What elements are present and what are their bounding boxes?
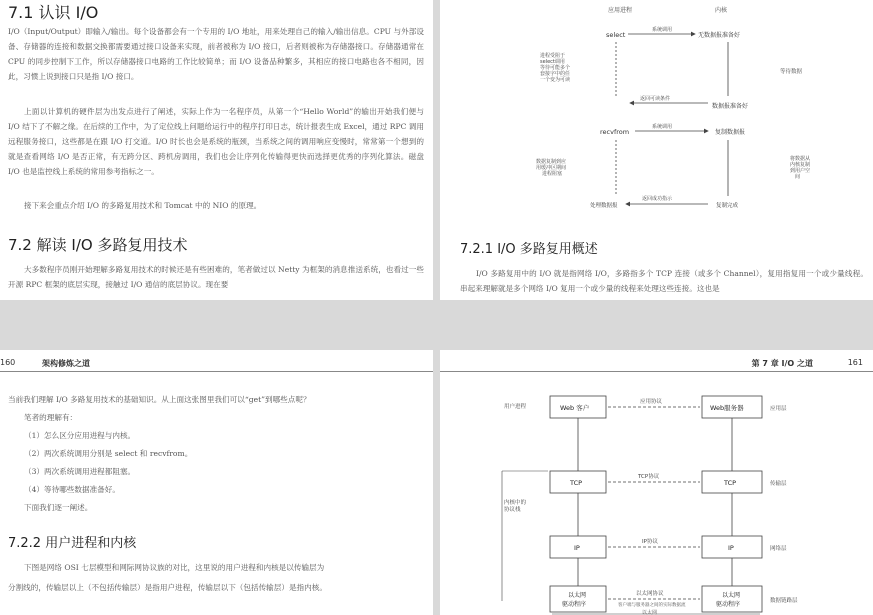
layer-app: 应用层 [770, 406, 787, 412]
paragraph-io-next: 接下来会重点介绍 I/O 的多路复用技术和 Tomcat 中的 NIO 的原理。 [24, 201, 262, 210]
diagram-col-kernel: 内核 [715, 7, 728, 14]
book-title: 架构修炼之道 [42, 359, 90, 368]
box-tcp-right: TCP [724, 479, 737, 487]
proto-ip: IP协议 [642, 539, 658, 545]
box-web-server: Web服务器 [710, 404, 744, 412]
diagram-no-data: 无数据报准备好 [698, 32, 741, 39]
label-kernel-stack [504, 498, 527, 513]
svg-text:用缓冲区期间: 用缓冲区期间 [536, 165, 567, 171]
svg-text:进程受阻于: 进程受阻于 [540, 53, 566, 59]
svg-text:间: 间 [795, 174, 801, 180]
diagram-return-ok: 返回成功指示 [642, 196, 673, 202]
proto-tcp: TCP协议 [638, 474, 660, 480]
svg-text:内核复制: 内核复制 [790, 162, 811, 168]
io-multiplex-diagram [440, 0, 873, 225]
paragraph-multiplex-overview: I/O 多路复用中的 I/O 就是指网络 I/O，多路指多个 TCP 连接（或多个 Channel），复用指复用一个或少量线程。串起来理解就是多个网络 I/O 复用一个或少量的线程来处理这些连接。这也是 [460, 269, 868, 293]
diagram-col-app: 应用进程 [608, 7, 633, 14]
list-item-3: （3）两次系统调用进程都阻塞。 [24, 467, 136, 476]
page-top-right [440, 0, 873, 300]
diagram-select: select [606, 31, 626, 39]
section-heading-7-2: 7.2 解读 I/O 多路复用技术 [8, 236, 188, 254]
chapter-heading: 7.1 认识 I/O [8, 3, 99, 22]
svg-text:协议栈: 协议栈 [504, 507, 521, 513]
box-ip-left: IP [574, 544, 580, 552]
svg-text:以太网: 以太网 [568, 592, 587, 599]
page-header-right [440, 350, 873, 372]
diagram-wait-data: 等待数据 [780, 69, 803, 75]
diagram-copy-data: 复制数据报 [715, 129, 746, 136]
svg-text:以太网: 以太网 [722, 592, 741, 599]
diagram-recvfrom: recvfrom [600, 128, 630, 136]
paragraph-io-programmer: 上面以计算机的硬件层为出发点进行了阐述，实际上作为一名程序员，从第一个“Hello World”的输出开始我们便与 I/O 结下了不解之缘。在后续的工作中，为了定位线上问题给运行中的程序打印日志，统计报表生成 Excel，通过 RPC 调用远程服务接口，这些都是在跟 I/O 打交道。I/O 时长也会是系统的瓶颈，当系统之间的调用响应变慢时，常常第一个想到的就是查看网络 I/O 是否正常，有无跨分区、跨机房调用，我们也会让序列化传输得更快而选择更优秀的序列化算法。磁盘 I/O 也是监控线上系统的常用参考指标之一。 [8, 107, 424, 176]
list-item-4: （4）等待哪些数据准备好。 [24, 485, 120, 494]
svg-text:select调用: select调用 [540, 59, 565, 65]
text-line-1: 当前我们理解 I/O 多路复用技术的基础知识。从上面这张图里我们可以“get”到哪些点呢？ [8, 395, 311, 404]
proto-app: 应用协议 [640, 399, 663, 405]
label-user-process: 用户进程 [504, 404, 527, 410]
box-web-client: Web 客户 [560, 404, 590, 412]
page-number: 161 [847, 358, 863, 367]
section-heading-7-2-2: 7.2.2 用户进程和内核 [8, 536, 137, 551]
svg-text:驱动程序: 驱动程序 [562, 601, 587, 608]
page-number: 160 [0, 358, 16, 367]
section-heading-7-2-1: 7.2.1 I/O 多路复用概述 [460, 242, 598, 257]
svg-text:等待可能多个: 等待可能多个 [540, 65, 571, 71]
text-line-2: 笔者的理解有： [24, 413, 78, 422]
paragraph-io-intro: I/O（Input/Output）即输入/输出。每个设备都会有一个专用的 I/O 地址，用来处理自己的输入/输出信息。CPU 与外部设备、存储器的连接和数据交换都需要通过接口设备来实现，前者被称为 I/O 接口，后者则被称为存储器接口。存储器通常在 CPU 的同步控制下工作，所以存储器接口电路的工作比较简单；而 I/O 设备品种繁多，其相应的接口电路也各不相同，因此，习惯上说到接口只是指 I/O 接口。 [8, 27, 424, 81]
diagram-copy-note [536, 158, 566, 177]
svg-text:到用户空: 到用户空 [790, 168, 811, 174]
svg-text:套接字中的任: 套接字中的任 [540, 71, 571, 77]
svg-text:数据复制到应: 数据复制到应 [536, 159, 567, 165]
paragraph-user-kernel-2: 分割线的，传输层以上（不包括传输层）是指用户进程，传输层以下（包括传输层）是指内核。 [8, 583, 327, 592]
list-item-2: （2）两次系统调用分别是 select 和 recvfrom。 [24, 449, 193, 458]
layer-transport: 传输层 [770, 481, 787, 487]
text-line-next: 下面我们逐一阐述。 [24, 503, 93, 512]
osi-tcpip-diagram [440, 376, 873, 615]
svg-text:进程阻塞: 进程阻塞 [542, 171, 563, 177]
svg-text:驱动程序: 驱动程序 [716, 601, 741, 608]
diagram-data-ready: 数据报准备好 [712, 103, 749, 110]
label-ethernet: 以太网 [642, 610, 658, 615]
page-bottom-left [0, 350, 433, 615]
layer-network: 网络层 [770, 546, 787, 552]
layer-link: 数据链路层 [770, 598, 798, 604]
paragraph-user-kernel: 下图是网络 OSI 七层模型和网际网协议族的对比，这里说的用户进程和内核是以传输层为 [24, 563, 325, 572]
diagram-process-data: 处理数据报 [590, 203, 618, 209]
page-header-left [0, 350, 433, 372]
box-ip-right: IP [728, 544, 734, 552]
diagram-blocked-note [540, 52, 570, 83]
diagram-copy-done: 复制完成 [716, 203, 739, 209]
diagram-syscall-1: 系统调用 [652, 27, 673, 33]
chapter-title: 第 7 章 I/O 之道 [751, 359, 813, 368]
svg-text:将数据从: 将数据从 [790, 156, 811, 162]
box-tcp-left: TCP [570, 479, 583, 487]
list-item-1: （1）怎么区分应用进程与内核。 [24, 431, 136, 440]
diagram-return-readable: 返回可读条件 [640, 96, 671, 102]
page-top-left [0, 0, 433, 300]
diagram-syscall-2: 系统调用 [652, 124, 673, 130]
proto-eth: 以太网协议 [636, 591, 664, 597]
paragraph-multiplex-intro: 大多数程序员刚开始理解多路复用技术的时候还是有些困难的，笔者做过以 Netty 为框架的消息推送系统，也看过一些开源 RPC 框架的底层实现，接触过 I/O 通信的底层协议。现在要 [8, 265, 424, 289]
svg-text:内核中的: 内核中的 [504, 500, 527, 506]
bottom-flow-note: 客户端与服务器之间的实际数据流 [618, 603, 686, 608]
page-bottom-right [440, 350, 873, 615]
diagram-copy-kernel-note [790, 155, 810, 180]
svg-text:一个变为可读: 一个变为可读 [540, 77, 571, 83]
